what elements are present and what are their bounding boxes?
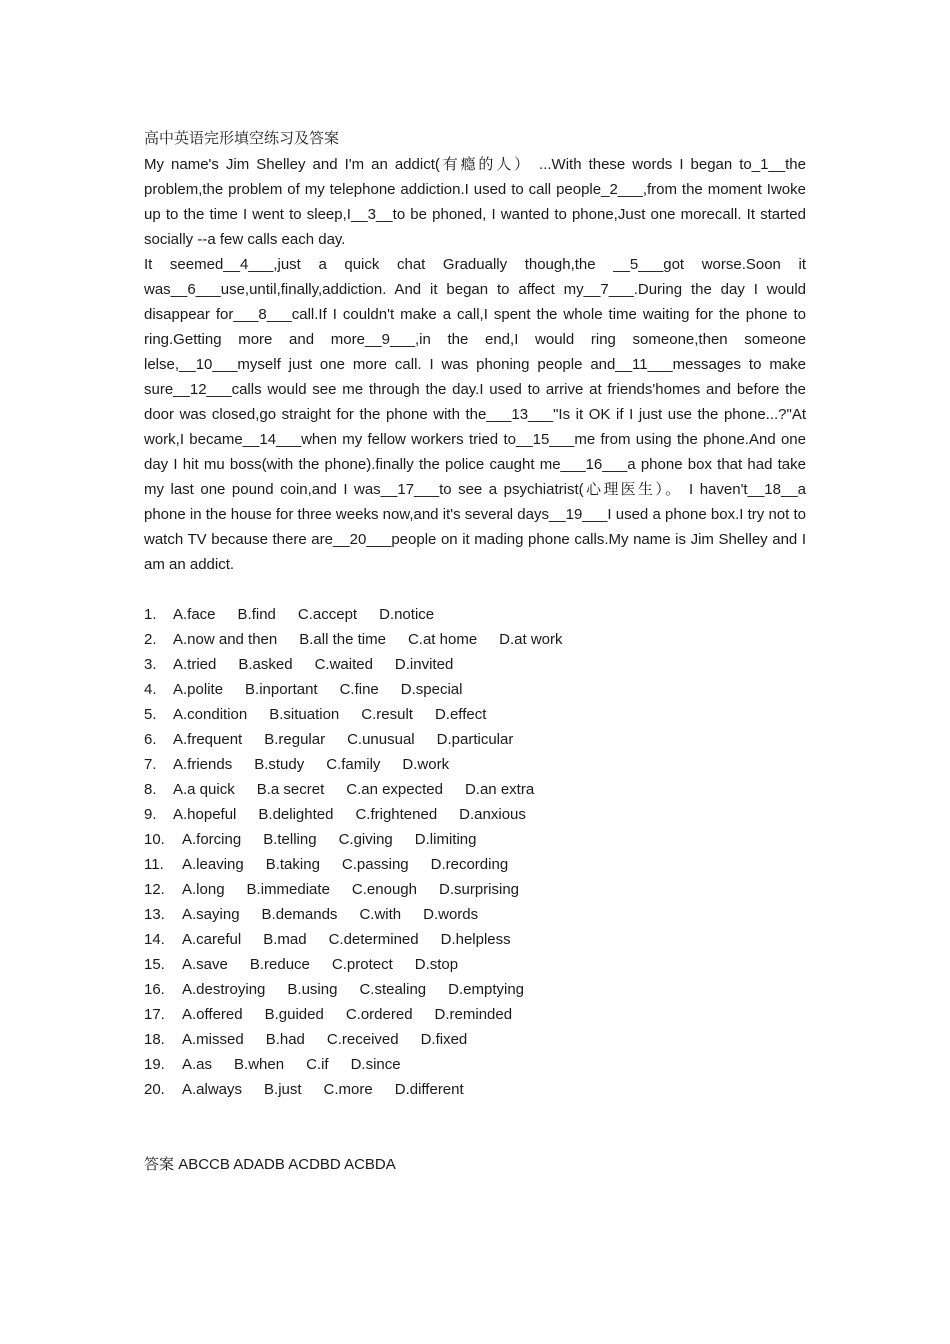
option-d: D.helpless (440, 931, 511, 948)
option-a: A.offered (182, 1006, 243, 1023)
option-c: C.determined (328, 931, 419, 948)
option-c: C.family (326, 756, 381, 773)
option-d: D.work (402, 756, 450, 773)
option-a: A.frequent (173, 731, 243, 748)
option-d: D.fixed (420, 1031, 468, 1048)
question-row (144, 802, 806, 827)
option-d: D.effect (434, 706, 487, 723)
question-row (144, 777, 806, 802)
document-title: 高中英语完形填空练习及答案 (144, 129, 340, 147)
question-number: 8. (144, 781, 157, 798)
option-c: C.protect (331, 956, 393, 973)
option-d: D.notice (379, 606, 435, 623)
option-b: B.demands (261, 906, 338, 923)
option-a: A.face (173, 606, 216, 623)
option-a: A.saying (182, 906, 240, 923)
option-b: B.find (237, 606, 276, 623)
question-row (144, 1027, 806, 1052)
option-b: B.telling (263, 831, 317, 848)
option-a: A.hopeful (173, 806, 237, 823)
option-b: B.immediate (246, 881, 330, 898)
option-a: A.condition (173, 706, 248, 723)
option-b: B.when (234, 1056, 285, 1073)
option-b: B.situation (269, 706, 340, 723)
option-c: C.enough (351, 881, 417, 898)
option-b: B.delighted (258, 806, 334, 823)
question-number: 2. (144, 631, 157, 648)
option-a: A.forcing (182, 831, 242, 848)
option-a: A.destroying (182, 981, 266, 998)
question-number: 16. (144, 981, 165, 998)
question-number: 14. (144, 931, 165, 948)
option-d: D.anxious (459, 806, 526, 823)
option-d: D.at work (499, 631, 563, 648)
option-c: C.if (306, 1056, 329, 1073)
option-a: A.careful (182, 931, 242, 948)
option-c: C.at home (407, 631, 478, 648)
question-row (144, 1052, 806, 1077)
option-a: A.always (182, 1081, 243, 1098)
question-number: 12. (144, 881, 165, 898)
option-d: D.limiting (414, 831, 477, 848)
option-c: C.with (359, 906, 402, 923)
question-number: 5. (144, 706, 157, 723)
option-b: B.reduce (249, 956, 310, 973)
question-row (144, 852, 806, 877)
question-row (144, 627, 806, 652)
question-row (144, 1002, 806, 1027)
passage-paragraph-1: My name's Jim Shelley and I'm an addict(有瘾的人） ...With these words I began to_1__the problem,the problem of my telephone addiction.I used to call people_2___,from the moment Iwoke up to the time I went to sleep,I__3__to be phoned, I wanted to phone,Just one morecall. It started socially --a few calls each day. (144, 156, 806, 248)
question-number: 10. (144, 831, 165, 848)
document-page (144, 128, 806, 1177)
option-c: C.fine (339, 681, 379, 698)
question-number: 7. (144, 756, 157, 773)
option-d: D.invited (394, 656, 454, 673)
option-b: B.taking (265, 856, 320, 873)
option-b: B.guided (264, 1006, 324, 1023)
option-b: B.inportant (245, 681, 318, 698)
option-d: D.since (350, 1056, 401, 1073)
option-d: D.different (394, 1081, 464, 1098)
question-number: 18. (144, 1031, 165, 1048)
question-number: 6. (144, 731, 157, 748)
option-a: A.a quick (173, 781, 235, 798)
option-c: C.more (323, 1081, 373, 1098)
question-number: 3. (144, 656, 157, 673)
question-row (144, 877, 806, 902)
option-b: B.using (287, 981, 338, 998)
question-row (144, 977, 806, 1002)
option-b: B.a secret (256, 781, 325, 798)
option-d: D.reminded (434, 1006, 513, 1023)
option-c: C.giving (338, 831, 393, 848)
passage-paragraph-2: It seemed__4___,just a quick chat Gradually though,the __5___got worse.Soon it was__6___use,until,finally,addiction. And it began to affect my__7___.During the day I would disappear for___8___call.If I couldn't make a call,I spent the whole time waiting for the phone to ring.Getting more and more__9___,in the end,I would ring someone,then someone lelse,__10___myself just one more call. I was phoning people and__11___messages to make sure__12___calls would see me through the day.I used to arrive at friends'homes and before the door was closed,go straight for the phone with the___13___"Is it OK if I just use the phone...?"At work,I became__14___when my fellow workers tried to__15___me from using the phone.And one day I hit mu boss(with the phone).finally the police caught me___16___a phone box that had take my last one pound coin,and I was__17___to see a psychiatrist(心理医生）。 I haven't__18__a phone in the house for three weeks now,and it's several days__19___I used a phone box.I try not to watch TV because there are__20___people on it mading phone calls.My name is Jim Shelley and I am an addict. (144, 256, 806, 573)
option-b: B.regular (264, 731, 326, 748)
option-c: C.unusual (347, 731, 415, 748)
option-c: C.waited (314, 656, 373, 673)
question-row (144, 902, 806, 927)
option-b: B.had (265, 1031, 305, 1048)
option-b: B.all the time (299, 631, 386, 648)
option-d: D.words (423, 906, 479, 923)
question-number: 19. (144, 1056, 165, 1073)
option-d: D.recording (430, 856, 509, 873)
option-c: C.ordered (345, 1006, 413, 1023)
question-number: 4. (144, 681, 157, 698)
option-a: A.leaving (182, 856, 244, 873)
option-c: C.frightened (355, 806, 438, 823)
question-options-list (144, 602, 806, 1102)
option-a: A.polite (173, 681, 224, 698)
question-row (144, 727, 806, 752)
question-number: 15. (144, 956, 165, 973)
question-row (144, 827, 806, 852)
option-b: B.mad (263, 931, 307, 948)
question-row (144, 602, 806, 627)
option-d: D.special (400, 681, 463, 698)
question-row (144, 952, 806, 977)
question-number: 13. (144, 906, 165, 923)
option-a: A.long (182, 881, 225, 898)
answer-label: 答案 (144, 1155, 175, 1173)
question-row (144, 752, 806, 777)
option-a: A.missed (182, 1031, 244, 1048)
option-c: C.accept (297, 606, 358, 623)
option-c: C.an expected (346, 781, 443, 798)
question-number: 20. (144, 1081, 165, 1098)
question-row (144, 677, 806, 702)
option-a: A.as (182, 1056, 213, 1073)
question-row (144, 1077, 806, 1102)
option-a: A.friends (173, 756, 233, 773)
question-number: 9. (144, 806, 157, 823)
option-c: C.passing (341, 856, 409, 873)
option-d: D.surprising (438, 881, 520, 898)
question-number: 11. (144, 856, 164, 873)
option-d: D.an extra (464, 781, 535, 798)
question-number: 17. (144, 1006, 165, 1023)
option-d: D.emptying (448, 981, 525, 998)
option-a: A.now and then (173, 631, 278, 648)
question-row (144, 927, 806, 952)
option-b: B.asked (238, 656, 293, 673)
answer-line (144, 1152, 806, 1177)
option-a: A.save (182, 956, 228, 973)
option-b: B.just (264, 1081, 302, 1098)
option-d: D.particular (436, 731, 514, 748)
answer-text: ABCCB ADADB ACDBD ACBDA (178, 1156, 396, 1173)
option-c: C.result (361, 706, 413, 723)
option-c: C.received (326, 1031, 399, 1048)
option-c: C.stealing (359, 981, 427, 998)
question-row (144, 652, 806, 677)
option-a: A.tried (173, 656, 217, 673)
question-row (144, 702, 806, 727)
option-b: B.study (254, 756, 305, 773)
option-d: D.stop (414, 956, 459, 973)
question-number: 1. (144, 606, 157, 623)
